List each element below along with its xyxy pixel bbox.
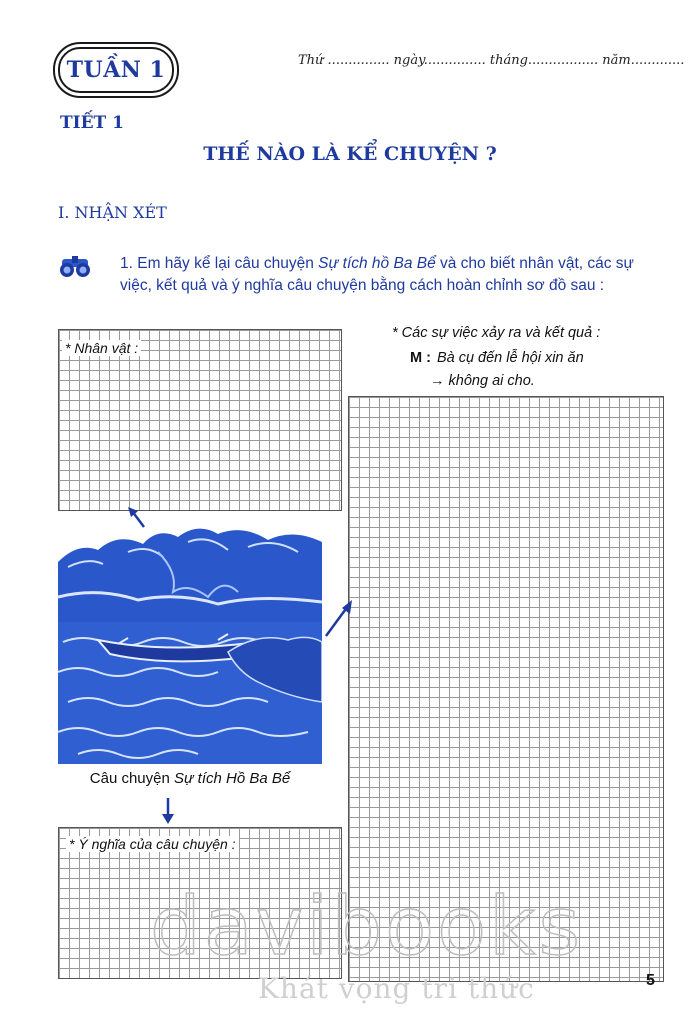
arrow-down-icon — [160, 796, 176, 826]
watermark-slogan: Khát vọng tri thức — [258, 972, 535, 1005]
characters-grid[interactable] — [58, 329, 342, 511]
question-suffix: và cho biết nhân vật, các sự việc, kết quả và ý nghĩa câu chuyện bằng cách hoàn chỉnh sơ đồ sau : — [120, 255, 634, 294]
events-label: * Các sự việc xảy ra và kết quả : — [392, 325, 601, 341]
watermark-brand: davibooks — [150, 880, 584, 973]
example-result: → không ai cho. — [430, 373, 535, 389]
binoculars-icon — [58, 253, 92, 279]
page-title: THẾ NÀO LÀ KỂ CHUYỆN ? — [203, 143, 497, 165]
caption-prefix: Câu chuyện — [89, 770, 174, 787]
lake-illustration — [58, 522, 322, 764]
example-marker: M : — [410, 350, 431, 366]
week-badge — [58, 47, 174, 93]
picture-caption — [58, 770, 322, 787]
question-prefix: 1. Em hãy kể lại câu chuyện — [120, 255, 319, 272]
question-text — [120, 253, 670, 297]
caption-title: Sự tích Hồ Ba Bể — [174, 770, 291, 787]
date-line: Thứ ............... ngày............... tháng................. năm............. — [298, 53, 685, 68]
lesson-label: TIẾT 1 — [60, 113, 124, 133]
page-number: 5 — [646, 972, 655, 989]
example-event — [410, 350, 584, 366]
meaning-label: * Ý nghĩa của câu chuyện : — [66, 836, 239, 852]
characters-label: * Nhân vật : — [62, 340, 141, 356]
question-story-title: Sự tích hồ Ba Bể — [318, 255, 436, 272]
arrow-right-up-icon — [322, 598, 356, 640]
arrow-up-icon — [122, 505, 152, 531]
week-label: TUẦN 1 — [66, 57, 166, 83]
section-heading: I. NHẬN XÉT — [58, 203, 167, 222]
example-event-text: Bà cụ đến lễ hội xin ăn — [436, 350, 584, 366]
